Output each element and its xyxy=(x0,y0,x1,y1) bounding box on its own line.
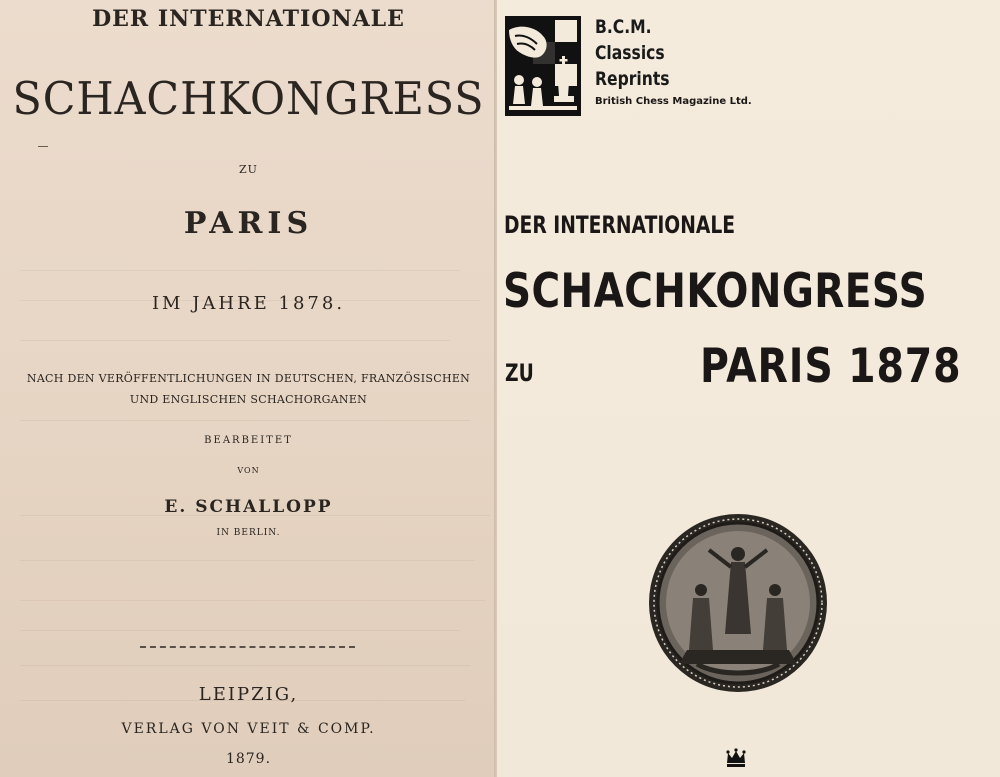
right-zu: ZU xyxy=(505,359,534,387)
chess-hand-logo-icon xyxy=(505,16,581,116)
left-publisher: VERLAG VON VEIT & COMP. xyxy=(121,721,376,737)
left-year-line: IM JAHRE 1878. xyxy=(151,293,346,314)
left-title-line2: SCHACHKONGRESS xyxy=(12,72,485,125)
left-city-title: PARIS xyxy=(183,206,314,241)
decorative-rule xyxy=(140,646,355,648)
left-title-line1: DER INTERNATIONALE xyxy=(92,6,405,32)
print-mark xyxy=(38,146,48,147)
logo-publisher: British Chess Magazine Ltd. xyxy=(595,96,752,107)
right-title-line2: SCHACHKONGRESS xyxy=(503,264,928,319)
logo-line2: Classics xyxy=(595,42,665,64)
logo-line3: Reprints xyxy=(595,68,670,90)
left-source-line1: NACH DEN VERÖFFENTLICHUNGEN IN DEUTSCHEN, FRANZÖSISCHEN xyxy=(26,372,471,385)
old-title-page xyxy=(0,0,497,777)
right-title-line3: PARIS 1878 xyxy=(700,339,962,394)
left-pub-city: LEIPZIG, xyxy=(198,684,299,705)
left-zu: ZU xyxy=(239,163,258,176)
left-edited: BEARBEITET xyxy=(204,435,293,446)
left-author-location: IN BERLIN. xyxy=(216,528,281,538)
logo-line1: B.C.M. xyxy=(595,16,652,38)
crown-icon xyxy=(725,748,747,768)
right-title-line1: DER INTERNATIONALE xyxy=(504,211,736,239)
left-author: E. SCHALLOPP xyxy=(164,497,333,517)
left-source-line2: UND ENGLISCHEN SCHACHORGANEN xyxy=(129,393,368,406)
commemorative-medal-icon xyxy=(647,512,829,694)
reprint-title-page xyxy=(497,0,1000,777)
left-by: VON xyxy=(237,466,260,475)
left-pub-year: 1879. xyxy=(225,751,272,767)
